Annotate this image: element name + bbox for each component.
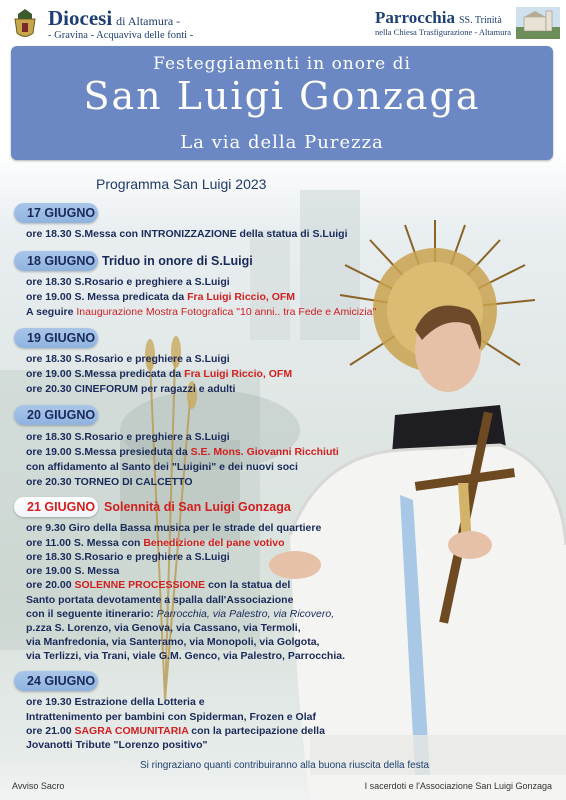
d21-line-1: ore 9.30 Giro della Bassa musica per le strade del quartiere xyxy=(26,522,322,534)
d21-line-4: ore 19.00 S. Messa xyxy=(26,565,120,577)
diocese-header xyxy=(8,6,193,42)
d20-line-1: ore 18.30 S.Rosario e preghiere a S.Luigi xyxy=(26,431,230,443)
day-pill-17: 17 GIUGNO xyxy=(14,203,98,223)
d20-line-2: ore 19.00 S.Messa presieduta da S.E. Mons. Giovanni Ricchiuti xyxy=(26,446,339,458)
d20-line-3: con affidamento al Santo dei "Luigini" e dei nuovi soci xyxy=(26,461,298,473)
diocese-subtitle: - Gravina - Acquaviva delle fonti - xyxy=(48,29,194,41)
day-pill-18: 18 GIUGNO xyxy=(14,251,98,271)
title-banner xyxy=(11,46,553,160)
day-pill-24: 24 GIUGNO xyxy=(14,671,98,691)
parish-subtitle: nella Chiesa Trasfigurazione - Altamura xyxy=(375,26,511,37)
d19-line-2: ore 19.00 S.Messa predicata da Fra Luigi Riccio, OFM xyxy=(26,368,293,380)
d17-line-1: ore 18.30 S.Messa con INTRONIZZAZIONE della statua di S.Luigi xyxy=(26,228,348,240)
diocese-crest-icon xyxy=(8,7,42,41)
day-pill-19: 19 GIUGNO xyxy=(14,328,98,348)
banner-subtitle: Festeggiamenti in onore di xyxy=(153,54,411,74)
d18-line-2: ore 19.00 S. Messa predicata da Fra Luigi Riccio, OFM xyxy=(26,291,296,303)
d21-line-9: via Manfredonia, via Santeramo, via Monopoli, via Golgota, xyxy=(26,636,320,648)
footer-left: Avviso Sacro xyxy=(12,781,65,791)
banner-title: San Luigi Gonzaga xyxy=(83,74,481,118)
d18-line-1: ore 18.30 S.Rosario e preghiere a S.Luigi xyxy=(26,276,230,288)
day-pill-20: 20 GIUGNO xyxy=(14,405,98,425)
day-title-18: Triduo in onore di S.Luigi xyxy=(102,254,253,268)
thanks-note: Si ringraziano quanti contribuiranno alla buona riuscita della festa xyxy=(140,760,430,771)
d21-line-6: Santo portata devotamente a spalla dall'Associazione xyxy=(26,594,294,606)
d21-line-2: ore 11.00 S. Messa con Benedizione del pane votivo xyxy=(26,537,285,549)
d21-line-5: ore 20.00 SOLENNE PROCESSIONE con la statua del xyxy=(26,579,291,591)
diocese-name: Diocesi xyxy=(48,6,113,31)
program-title: Programma San Luigi 2023 xyxy=(96,176,267,192)
d19-line-3: ore 20.30 CINEFORUM per ragazzi e adulti xyxy=(26,383,236,395)
banner-motto: La via della Purezza xyxy=(180,132,384,153)
d24-line-2: Intrattenimento per bambini con Spiderman, Frozen e Olaf xyxy=(26,711,316,723)
d21-line-7: con il seguente itinerario: Parrocchia, via Palestro, via Ricovero, xyxy=(26,608,335,620)
day-title-21: Solennità di San Luigi Gonzaga xyxy=(104,500,291,514)
d18-line-3: A seguire Inaugurazione Mostra Fotografica "10 anni.. tra Fede e Amicizia" xyxy=(26,306,377,318)
footer-right: I sacerdoti e l'Associazione San Luigi Gonzaga xyxy=(364,781,552,791)
d24-line-4: Jovanotti Tribute "Lorenzo positivo" xyxy=(26,739,208,751)
parish-name: Parrocchia xyxy=(375,8,455,28)
day-pill-21: 21 GIUGNO xyxy=(14,497,98,517)
d24-line-3: ore 21.00 SAGRA COMUNITARIA con la partecipazione della xyxy=(26,725,325,737)
d20-line-4: ore 20.30 TORNEO DI CALCETTO xyxy=(26,476,193,488)
parish-church-icon xyxy=(516,7,560,39)
d21-line-8: p.zza S. Lorenzo, via Genova, via Cassano, via Termoli, xyxy=(26,622,301,634)
diocese-of: di Altamura - xyxy=(116,14,181,29)
parish-ss: SS. Trinità xyxy=(458,15,502,27)
d21-line-3: ore 18.30 S.Rosario e preghiere a S.Luigi xyxy=(26,551,230,563)
d24-line-1: ore 19.30 Estrazione della Lotteria e xyxy=(26,696,205,708)
d21-line-10: via Terlizzi, via Trani, viale G.M. Genco, via Palestro, Parrocchia. xyxy=(26,650,346,662)
parish-header xyxy=(375,7,560,39)
d19-line-1: ore 18.30 S.Rosario e preghiere a S.Luigi xyxy=(26,353,230,365)
